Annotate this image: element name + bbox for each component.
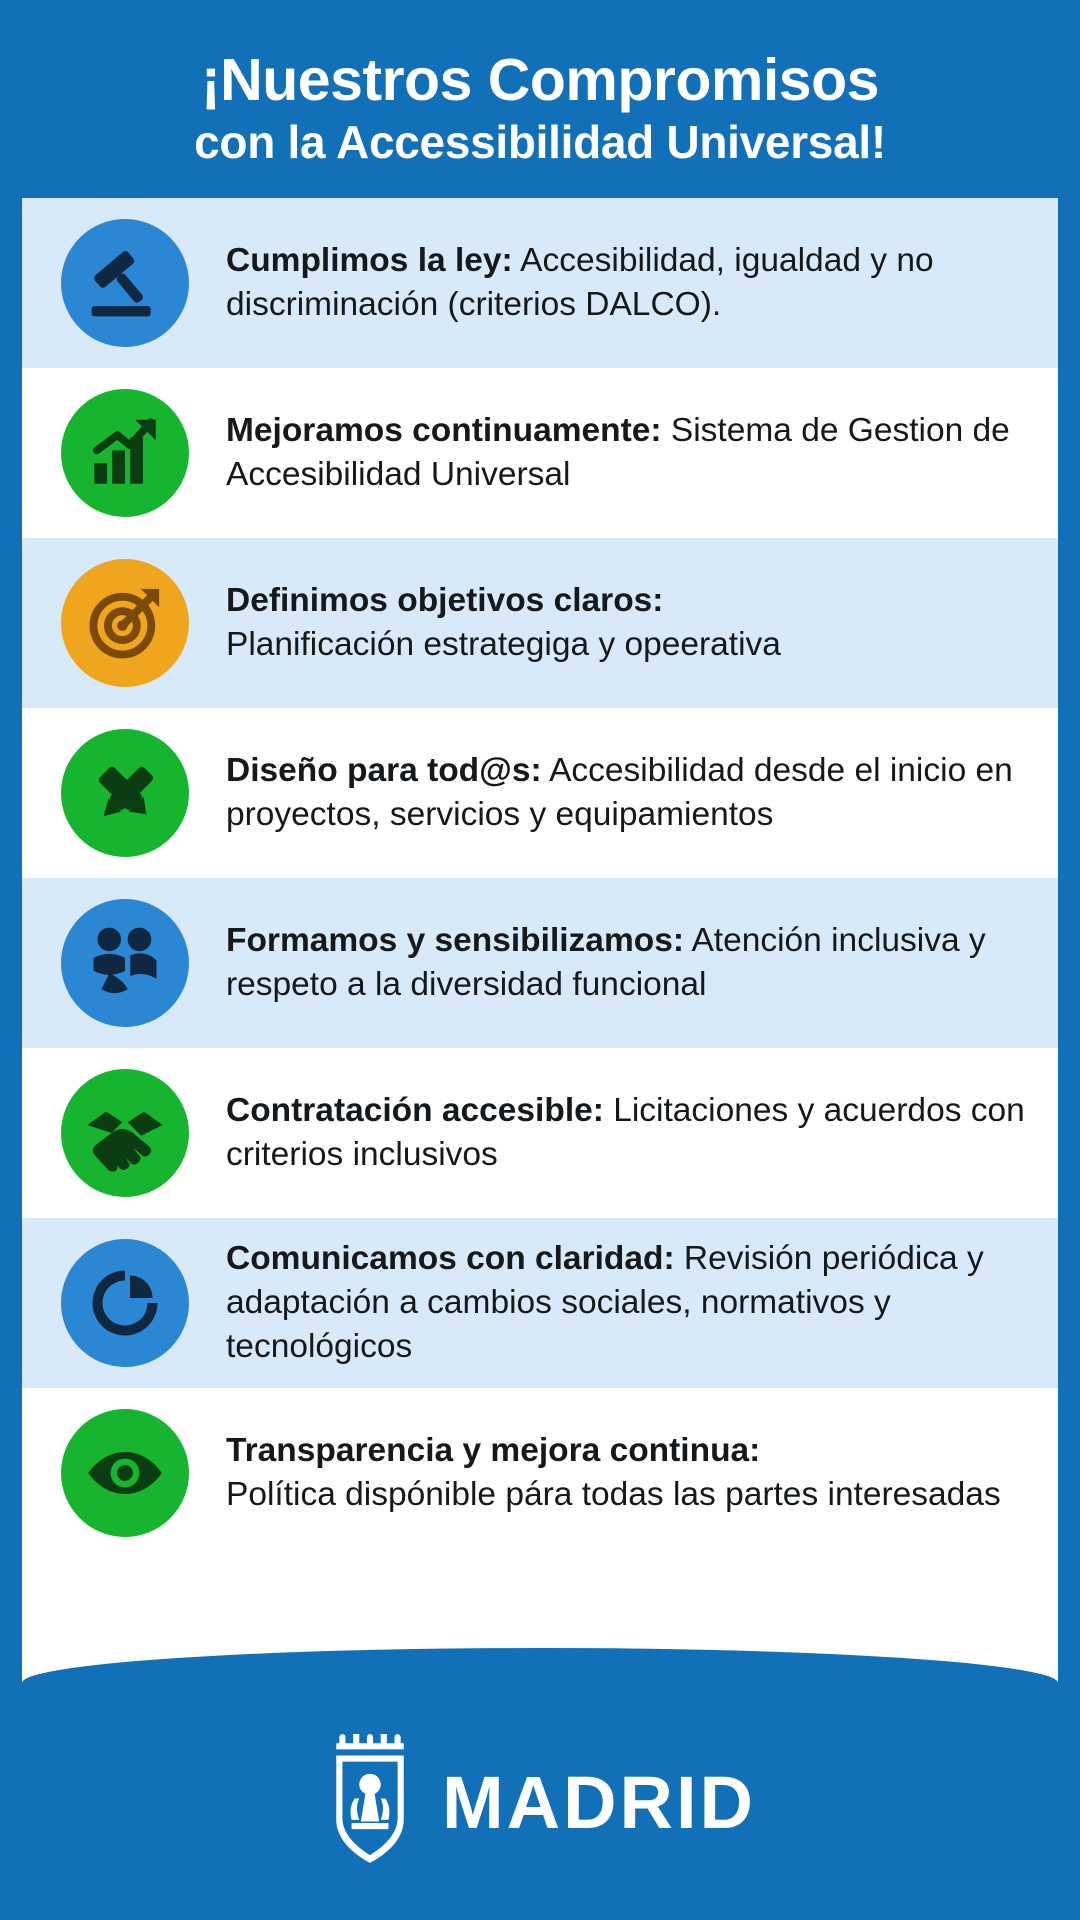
list-item xyxy=(22,1388,1058,1558)
icon-slot xyxy=(56,214,194,352)
list-item-text xyxy=(194,579,1040,667)
icon-slot xyxy=(56,1404,194,1542)
list-item-text xyxy=(194,1089,1040,1177)
icon-slot xyxy=(56,1064,194,1202)
list-item-body: Accesibilidad desde el inicio en proyectos, servicios y equipamientos xyxy=(226,751,1013,833)
list-item xyxy=(22,198,1058,368)
list-item-body: Política dispónible pára todas las partes interesadas xyxy=(226,1475,1001,1513)
icon-slot xyxy=(56,894,194,1032)
gavel-icon xyxy=(61,219,189,347)
list-item-title: Diseño para tod@s: xyxy=(226,751,542,789)
target-icon xyxy=(61,559,189,687)
design-pencil-ruler-icon xyxy=(61,729,189,857)
list-item-text xyxy=(194,749,1040,837)
list-item xyxy=(22,1218,1058,1388)
eye-icon xyxy=(61,1409,189,1537)
list-item-text xyxy=(194,919,1040,1007)
icon-slot xyxy=(56,384,194,522)
icon-slot xyxy=(56,724,194,862)
madrid-coat-of-arms-icon xyxy=(324,1734,416,1871)
list-item-title: Contratación accesible: xyxy=(226,1091,604,1129)
list-item-body: Accesibilidad, igualdad y no discriminación (criterios DALCO). xyxy=(226,241,934,323)
list-item-text xyxy=(194,1429,1040,1517)
list-item-body: Planificación estrategiga y opeerativa xyxy=(226,625,781,663)
page-title-line-2: con la Accessibilidad Universal! xyxy=(194,116,886,169)
list-item xyxy=(22,878,1058,1048)
list-item xyxy=(22,1048,1058,1218)
icon-slot xyxy=(56,1234,194,1372)
list-item-body: Licitaciones y acuerdos con criterios inclusivos xyxy=(226,1091,1025,1173)
brand-name: MADRID xyxy=(442,1760,756,1844)
page-title-line-1: ¡Nuestros Compromisos xyxy=(201,47,879,113)
list-item xyxy=(22,538,1058,708)
list-item-title: Comunicamos con claridad: xyxy=(226,1239,675,1277)
list-item-title: Cumplimos la ley: xyxy=(226,241,513,279)
list-item-title: Definimos objetivos claros: xyxy=(226,581,664,619)
list-item-title: Mejoramos continuamente: xyxy=(226,411,662,449)
list-item xyxy=(22,368,1058,538)
list-item-body: Atención inclusiva y respeto a la diversidad funcional xyxy=(226,921,986,1003)
list-item-text xyxy=(194,409,1040,497)
growth-chart-icon xyxy=(61,389,189,517)
icon-slot xyxy=(56,554,194,692)
list-item-text xyxy=(194,239,1040,327)
people-care-icon xyxy=(61,899,189,1027)
list-item-title: Formamos y sensibilizamos: xyxy=(226,921,684,959)
handshake-icon xyxy=(61,1069,189,1197)
pie-chart-icon xyxy=(61,1239,189,1367)
list-item-title: Transparencia y mejora continua: xyxy=(226,1431,761,1469)
list-item-text xyxy=(194,1237,1040,1370)
poster-sheet xyxy=(22,22,1058,1920)
brand-lockup xyxy=(324,1734,756,1871)
list-item-body: Revisión periódica y adaptación a cambios sociales, normativos y tecnológicos xyxy=(226,1239,984,1366)
poster-footer xyxy=(22,1648,1058,1920)
list-item-body: Sistema de Gestion de Accesibilidad Universal xyxy=(226,411,1010,493)
list-item xyxy=(22,708,1058,878)
commitment-list xyxy=(22,198,1058,1558)
poster-header xyxy=(22,22,1058,198)
